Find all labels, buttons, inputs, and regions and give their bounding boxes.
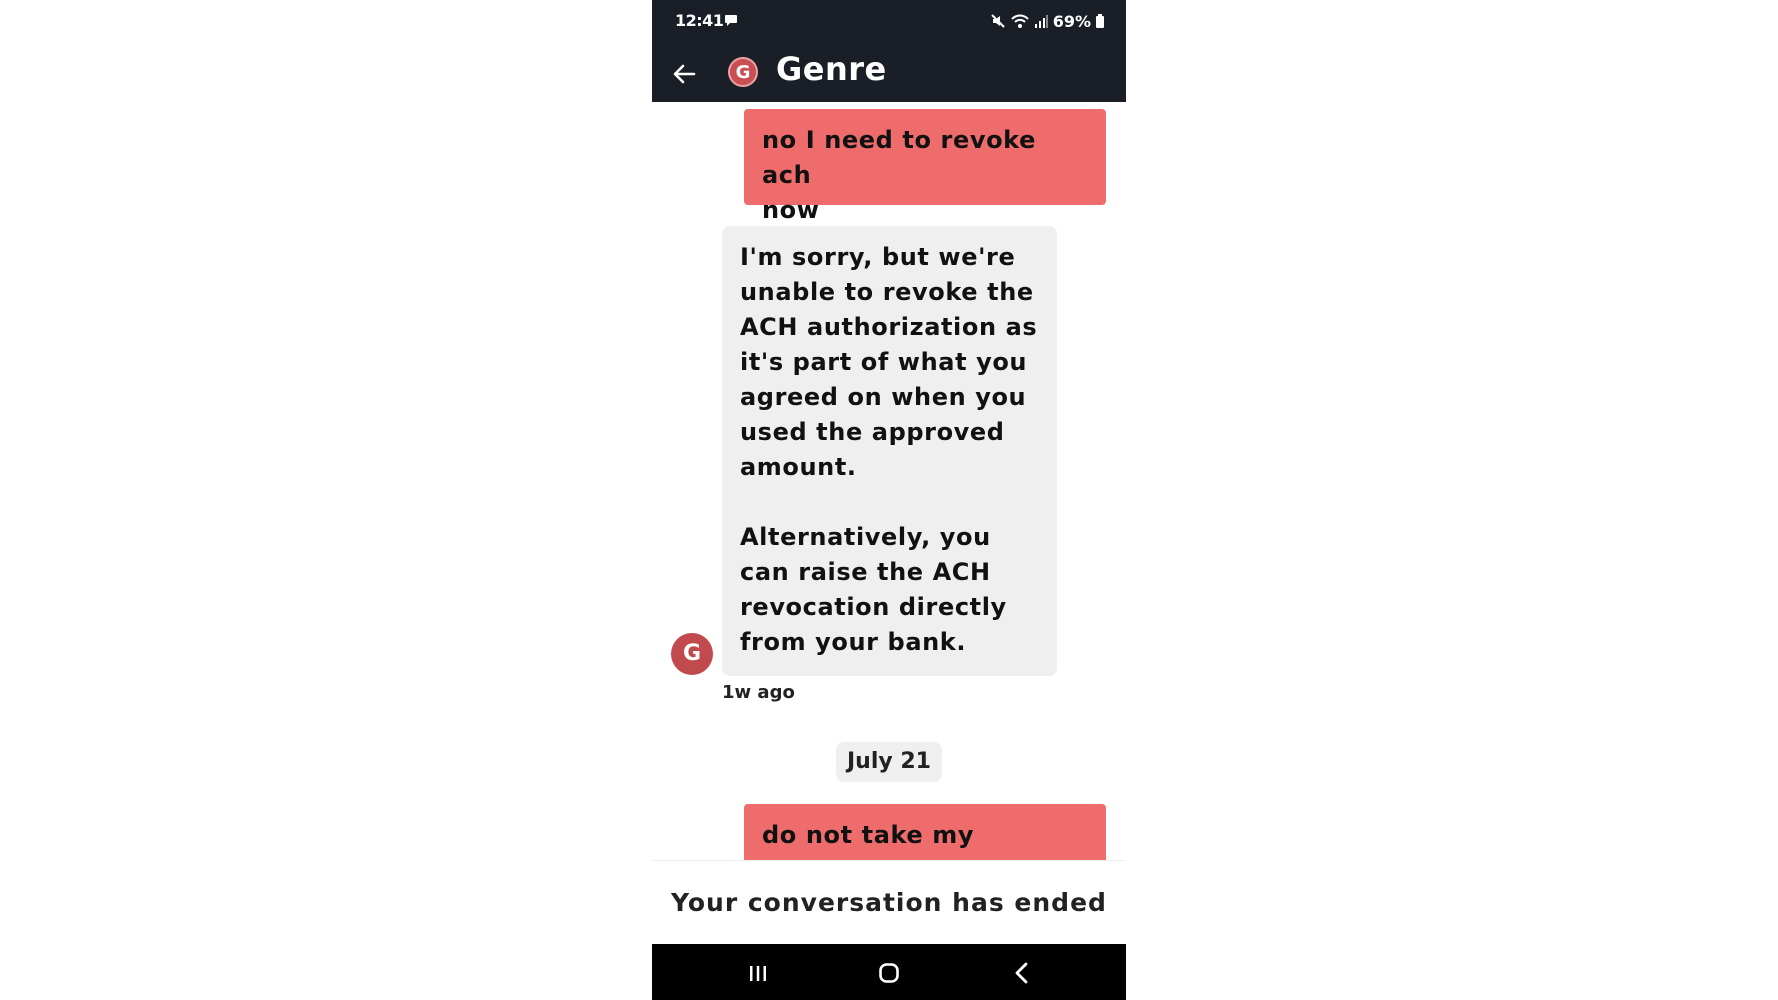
- back-arrow-icon[interactable]: [670, 60, 698, 88]
- battery-percent: 69%: [1052, 11, 1091, 31]
- message-text: do not take my: [762, 821, 975, 849]
- status-time: 12:41: [675, 11, 724, 30]
- message-text: no I need to revoke ach now: [762, 126, 1036, 224]
- recent-apps-icon[interactable]: [743, 958, 773, 988]
- header-avatar: G: [728, 57, 758, 87]
- system-nav-bar: [652, 944, 1126, 1000]
- phone-screen: [652, 0, 1126, 1000]
- date-separator: July 21: [836, 742, 942, 782]
- signal-icon: [1034, 14, 1048, 28]
- status-bar: [652, 0, 1126, 44]
- conversation-ended-banner: Your conversation has ended: [652, 860, 1126, 944]
- message-text: I'm sorry, but we're unable to revoke the ACH authorization as it's part of what you agreed on when you used the approved amount. Alternatively, you can raise the ACH revocation directly from your bank.: [740, 243, 1038, 656]
- chat-thread[interactable]: [652, 102, 1126, 860]
- battery-icon: [1096, 14, 1104, 28]
- nav-back-icon[interactable]: [1007, 958, 1037, 988]
- page-title: Genre: [776, 50, 887, 88]
- message-timestamp: 1w ago: [722, 682, 795, 703]
- user-message-bubble: [744, 109, 1106, 224]
- app-bar: [652, 44, 1126, 102]
- message-notification-icon: [724, 14, 738, 27]
- agent-message-bubble: [722, 226, 1057, 676]
- wifi-icon: [1011, 13, 1029, 29]
- agent-avatar: G: [671, 633, 713, 675]
- status-icons: [990, 11, 1104, 31]
- mute-icon: [990, 13, 1006, 29]
- home-icon[interactable]: [874, 958, 904, 988]
- user-message-bubble: [744, 804, 1106, 860]
